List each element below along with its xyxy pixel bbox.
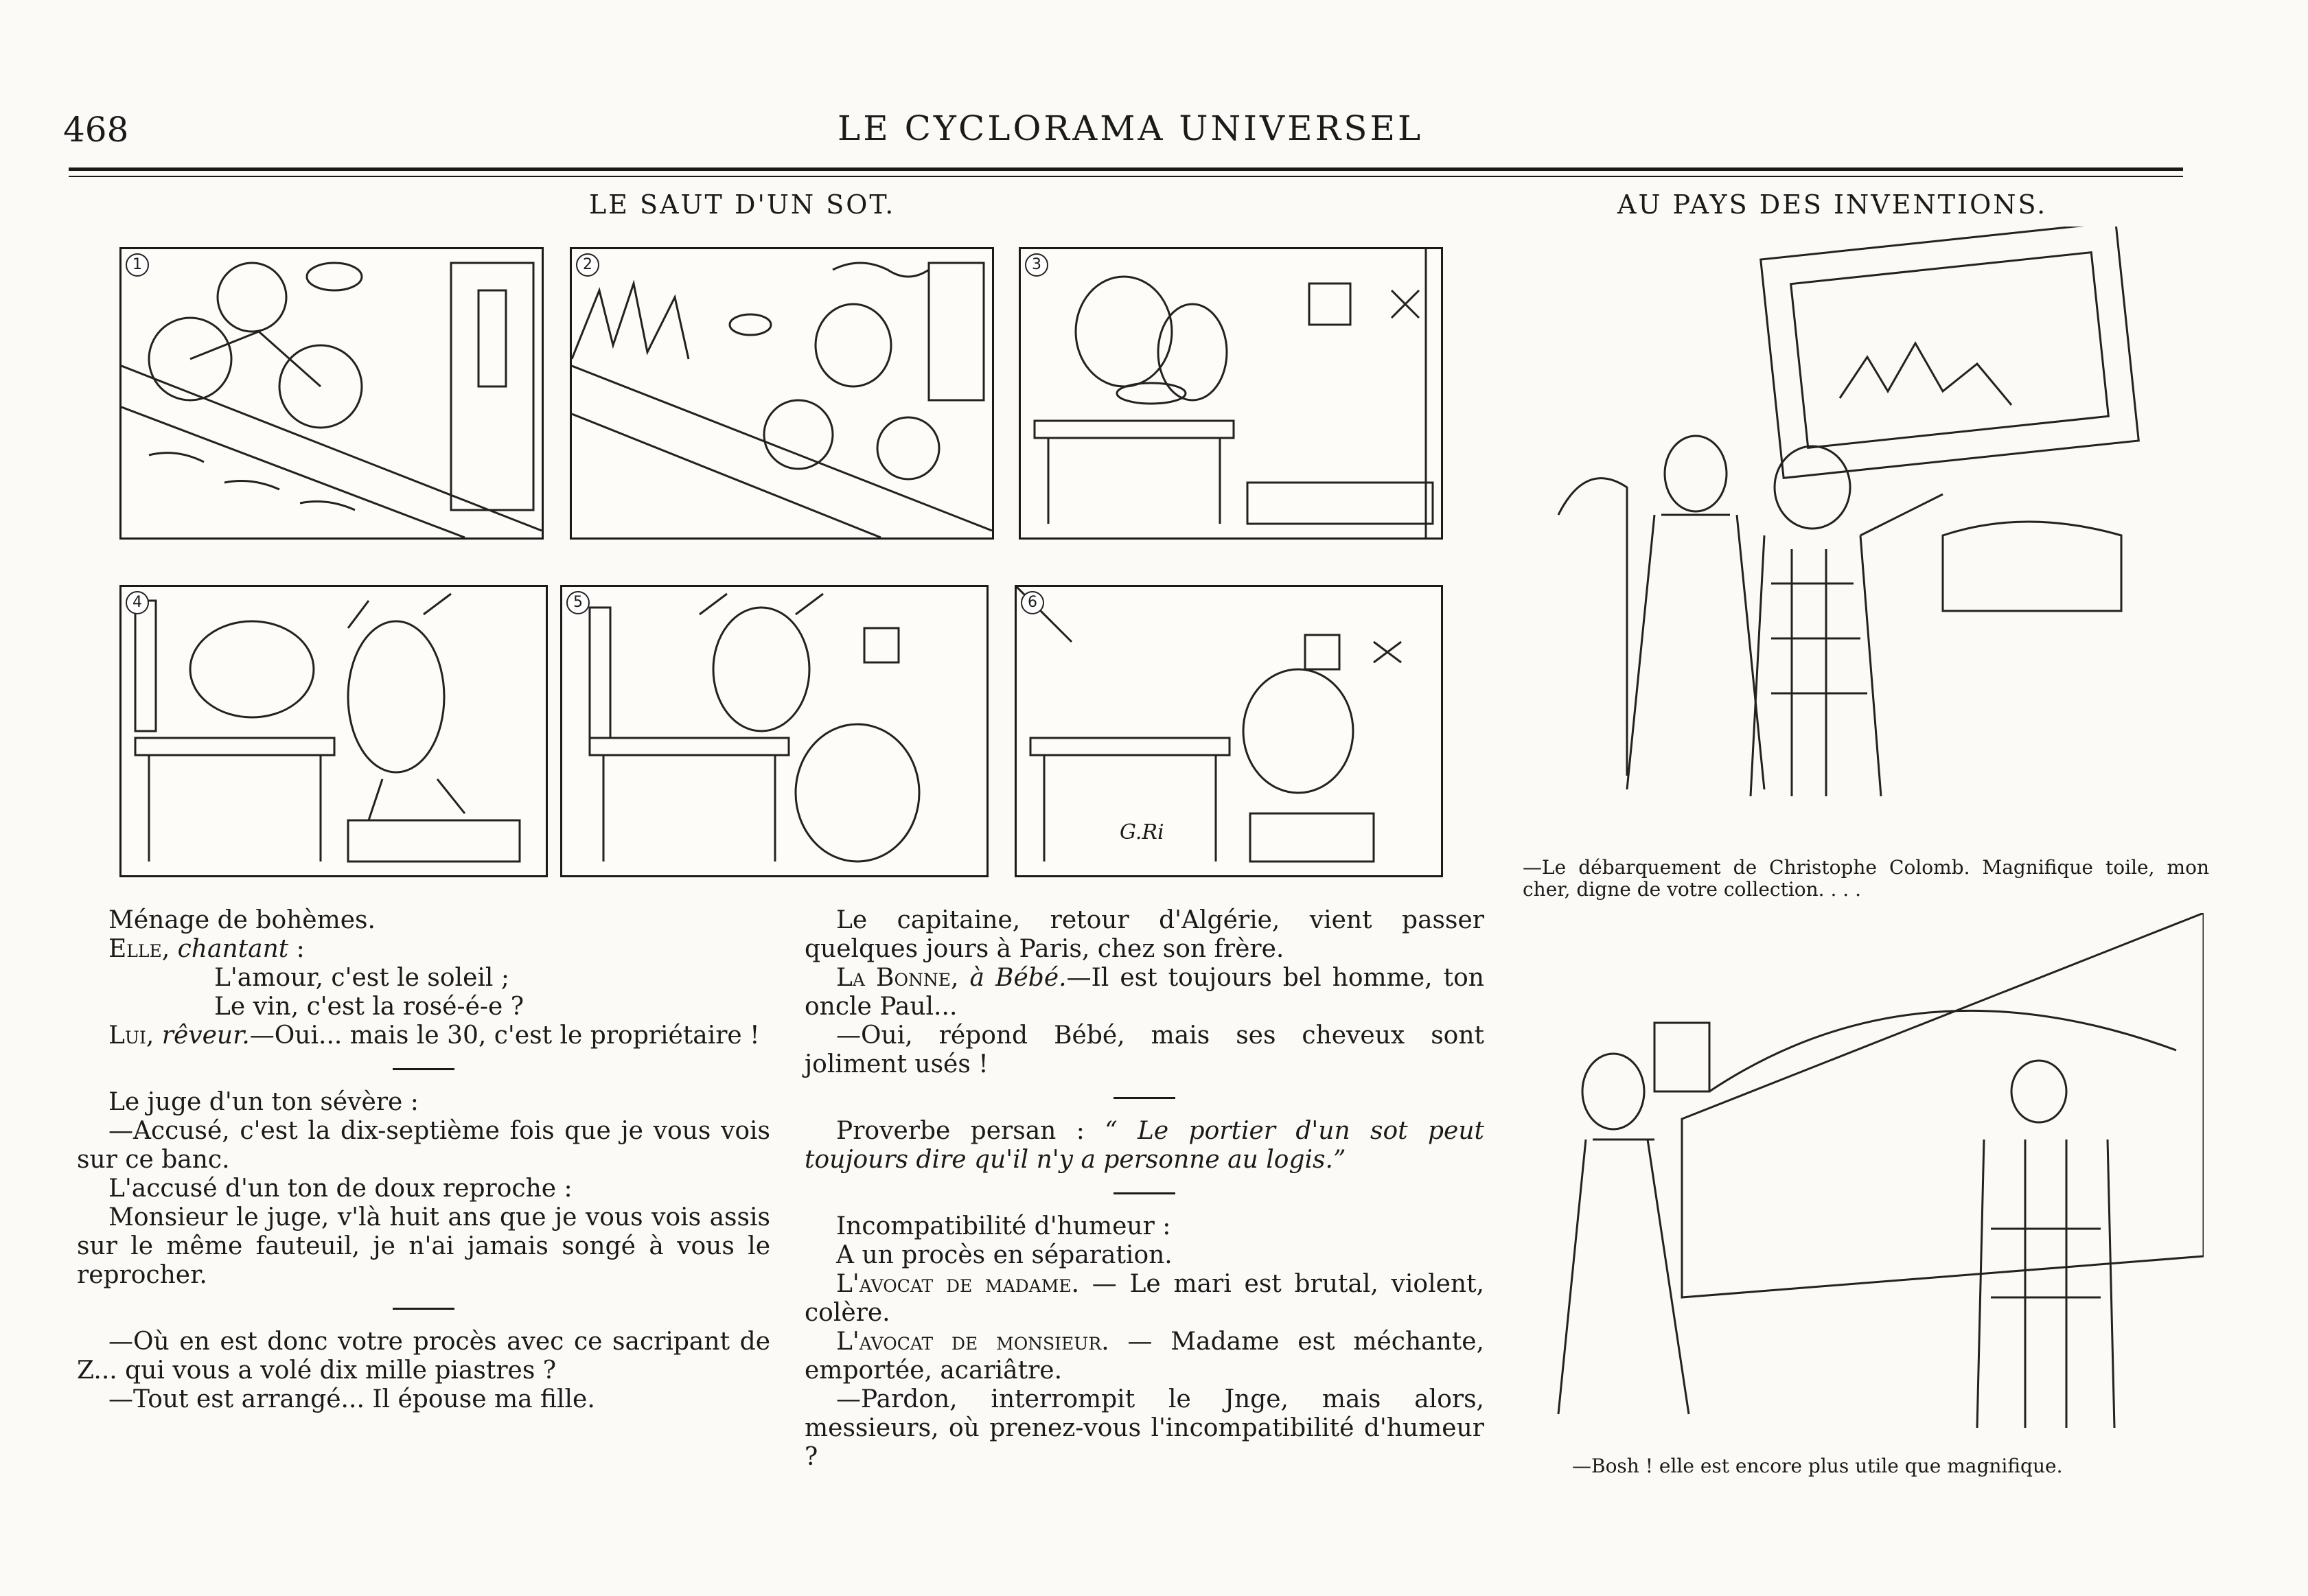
panel-number: 2 (576, 253, 599, 277)
dialogue-text: —Il est toujours bel homme, ton oncle Paul... (805, 964, 1484, 1021)
paragraph: —Tout est arrangé... Il épouse ma fille. (108, 1385, 595, 1413)
paragraph: Incompatibilité d'humeur : (836, 1212, 1171, 1240)
paragraph: Le juge d'un ton sévère : (108, 1088, 419, 1116)
painting-back-illustration (1545, 913, 2204, 1462)
left-text-column (77, 906, 770, 1414)
paragraph: L'accusé d'un ton de doux reproche : (108, 1175, 573, 1203)
comic-title: LE SAUT D'UN SOT. (589, 189, 896, 220)
proverb-lead: Proverbe persan : (836, 1117, 1105, 1145)
panel-number: 6 (1021, 591, 1044, 614)
comic-panel-4 (119, 585, 548, 877)
panel-number: 1 (126, 253, 149, 277)
dialogue-line (77, 1021, 770, 1050)
couple-at-table-illustration (1021, 249, 1441, 537)
panel-number: 4 (126, 591, 149, 614)
cyclist-falling-illustration (572, 249, 992, 537)
men-with-painting-back-drawing (1545, 913, 2204, 1462)
artist-signature: G.Ri (1120, 820, 1164, 844)
dialogue-line (805, 1328, 1484, 1385)
dialogue-line (77, 935, 770, 964)
paragraph: —Oui, répond Bébé, mais ses cheveux sont joliment usés ! (805, 1021, 1484, 1078)
comic-panel-1 (119, 247, 544, 540)
dialogue-text: — Madame est méchante, emportée, acariâtre. (805, 1328, 1484, 1385)
punctuation: : (288, 935, 305, 963)
panel-number: 3 (1025, 253, 1048, 277)
separator-rule (1113, 1097, 1175, 1099)
verse-line: L'amour, c'est le soleil ; (214, 964, 509, 992)
speaker: L'avocat de madame. (836, 1270, 1080, 1298)
separator-rule (393, 1308, 454, 1310)
dialogue-text: — Le mari est brutal, violent, colère. (805, 1270, 1484, 1327)
man-crashing-in-illustration (122, 587, 546, 875)
speaker: La Bonne, (836, 964, 959, 992)
separator-rule (393, 1068, 454, 1070)
running-title: LE CYCLORAMA UNIVERSEL (838, 108, 1424, 148)
paragraph: A un procès en séparation. (836, 1241, 1173, 1269)
men-admiring-painting-drawing (1545, 227, 2149, 831)
comic-panel-2 (570, 247, 994, 540)
page-number: 468 (63, 110, 129, 150)
man-stuck-in-floor-illustration (1017, 587, 1441, 875)
caption-top: —Le débarquement de Christophe Colomb. Magnifique toile, mon cher, digne de votre collection. . . . (1523, 856, 2209, 901)
middle-text-column (805, 906, 1484, 1472)
speaker: Elle, (108, 935, 170, 963)
comic-panel-6 (1015, 585, 1443, 877)
verse-line: Le vin, c'est la rosé-é-e ? (214, 993, 524, 1021)
comic-panel-5 (560, 585, 989, 877)
dialogue-text: —Oui... mais le 30, c'est le propriétaire ! (249, 1021, 760, 1050)
stage-direction: rêveur. (161, 1021, 250, 1050)
dialogue-line (805, 1270, 1484, 1328)
paragraph: —Où en est donc votre procès avec ce sacripant de Z... qui vous a volé dix mille piastres ? (77, 1328, 770, 1385)
stage-direction: à Bébé. (969, 964, 1067, 992)
paragraph: Monsieur le juge, v'là huit ans que je vous vois assis sur le même fauteuil, je n'ai jamais songé à vous le reprocher. (77, 1203, 770, 1289)
painting-illustration (1545, 227, 2149, 831)
header-rule (69, 167, 2183, 171)
proverb-quote: “ Le portier d'un sot peut toujours dire qu'il n'y a personne au logis.” (805, 1117, 1485, 1174)
speaker: Lui, (108, 1021, 154, 1050)
speaker: L'avocat de monsieur. (836, 1328, 1109, 1356)
paragraph: —Accusé, c'est la dix-septième fois que je vous vois sur ce banc. (77, 1117, 770, 1174)
paragraph: Le capitaine, retour d'Algérie, vient passer quelques jours à Paris, chez son frère. (805, 906, 1484, 963)
separator-rule (1113, 1192, 1175, 1194)
cyclist-descending-illustration (122, 249, 542, 537)
stage-direction: chantant (177, 935, 289, 963)
caption-bottom: —Bosh ! elle est encore plus utile que magnifique. (1572, 1455, 2063, 1477)
header-rule-thin (69, 176, 2183, 177)
panel-number: 5 (566, 591, 590, 614)
comic-panel-3 (1019, 247, 1443, 540)
anecdote-title: Ménage de bohèmes. (108, 906, 376, 934)
dialogue-line (805, 964, 1484, 1021)
paragraph: —Pardon, interrompit le Jnge, mais alors, messieurs, où prenez-vous l'incompatibilité d'humeur ? (805, 1385, 1484, 1471)
illustrations-title: AU PAYS DES INVENTIONS. (1617, 189, 2048, 220)
man-falling-through-floor-illustration (562, 587, 986, 875)
proverb (805, 1117, 1484, 1175)
